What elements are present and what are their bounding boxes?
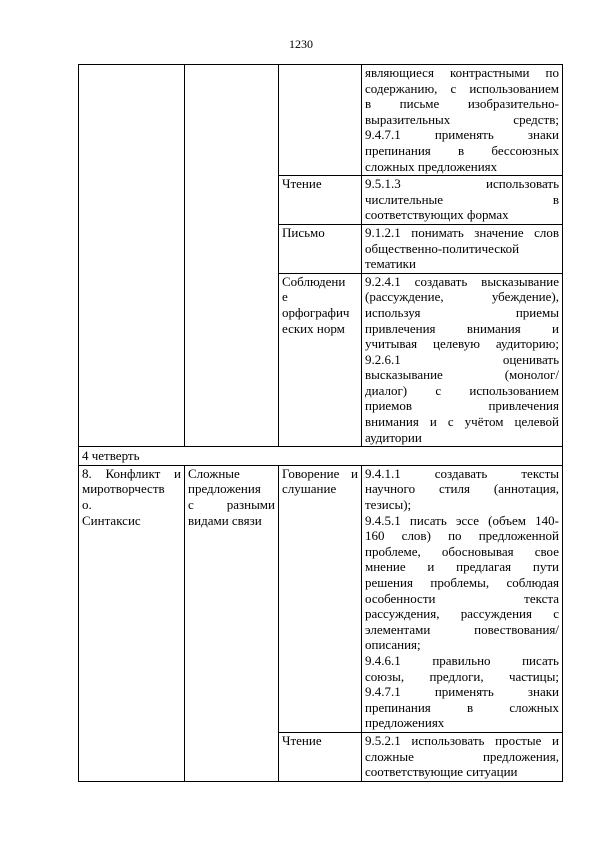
table-row [79, 65, 563, 176]
cell-text-line: научного стиля (аннотация, [365, 481, 559, 497]
cell-text-line: предложения [188, 481, 261, 497]
cell-text-line: орфографич [282, 304, 350, 320]
cell-text-line: с разными [188, 497, 275, 513]
cell-text-line: Сложные [188, 465, 240, 481]
skill-cell [279, 65, 362, 176]
cell-text-line: 9.5.1.3 использовать [365, 176, 559, 192]
objectives-cell [362, 465, 563, 732]
cell-text-line: аудитории [365, 429, 422, 445]
cell-text-line: Письмо [282, 224, 325, 240]
cell-text-line: мнение и предлагая пути [365, 559, 559, 575]
cell-text-line: Чтение [282, 732, 322, 748]
cell-text-line: 9.1.2.1 понимать значение слов [365, 224, 559, 240]
cell-text-line: Чтение [282, 176, 322, 192]
cell-text-line: 9.4.1.1 создавать тексты [365, 465, 559, 481]
cell-text-line: высказывание (монолог/ [365, 367, 559, 383]
cell-text-line: привлечения внимания и [365, 320, 559, 336]
cell-text-line: проблеме, обосновывая свое [365, 543, 559, 559]
cell-text-line: препинания в сложных [365, 699, 559, 715]
skill-cell [279, 273, 362, 447]
objectives-cell [362, 273, 563, 447]
cell-text-line: слушание [282, 481, 337, 497]
cell-text-line: 9.2.4.1 создавать высказывание [365, 273, 559, 289]
cell-text-line: сложные предложения, [365, 748, 559, 764]
cell-text-line: препинания в бессоюзных [365, 142, 559, 158]
cell-text-line: 9.4.7.1 применять знаки [365, 127, 559, 143]
cell-text-line: 9.4.5.1 писать эссе (объем 140- [365, 512, 559, 528]
page-number: 1230 [289, 37, 313, 51]
cell-text-line: рассуждения, рассуждения с [365, 606, 559, 622]
skill-cell [279, 224, 362, 273]
cell-text-line: приемов привлечения [365, 398, 559, 414]
objectives-cell [362, 732, 563, 781]
cell-text-line: особенности текста [365, 590, 559, 606]
skill-cell [279, 732, 362, 781]
cell-text-line: описания; [365, 637, 421, 653]
cell-text-line: Говорение и [282, 465, 358, 481]
cell-text-line: 9.4.6.1 правильно писать [365, 652, 559, 668]
cell-text-line: решения проблемы, соблюдая [365, 575, 559, 590]
cell-text-line: Соблюдени [282, 273, 346, 289]
cell-text-line: выразительных средств; [365, 111, 559, 127]
topic-cell [185, 65, 279, 447]
unit-cell [79, 465, 185, 781]
skill-cell [279, 465, 362, 732]
cell-text-line: видами связи [188, 512, 262, 528]
cell-text-line: являющиеся контрастными по [365, 65, 559, 80]
cell-text-line: 9.4.7.1 применять знаки [365, 684, 559, 700]
cell-text-line: 9.2.6.1 оценивать [365, 351, 559, 367]
quarter-row [79, 447, 563, 466]
cell-text-line: учитывая целевую аудиторию; [365, 336, 559, 352]
table-row [79, 465, 563, 732]
cell-text-line: Синтаксис [82, 512, 141, 528]
cell-text-line: 9.5.2.1 использовать простые и [365, 732, 559, 748]
cell-text-line: содержанию, с использованием [365, 80, 559, 96]
cell-text-line: 8. Конфликт и [82, 465, 181, 481]
cell-text-line: в письме изобразительно- [365, 96, 559, 112]
cell-text-line: е [282, 289, 288, 305]
cell-text-line: элементами повествования/ [365, 621, 559, 637]
topic-cell [185, 465, 279, 781]
objectives-cell [362, 224, 563, 273]
curriculum-table [78, 64, 563, 782]
cell-text-line: 160 слов) по предложенной [365, 528, 559, 544]
cell-text-line: предложениях [365, 715, 445, 731]
cell-text-line: соответствующих формах [365, 207, 509, 223]
cell-text-line: тезисы); [365, 497, 412, 513]
objectives-cell [362, 65, 563, 176]
cell-text-line: тематики [365, 256, 416, 272]
quarter-heading: 4 четверть [79, 447, 563, 466]
cell-text-line: еских норм [282, 320, 345, 336]
cell-text-line: союзы, предлоги, частицы; [365, 668, 559, 684]
cell-text-line: (рассуждение, убеждение), [365, 289, 559, 305]
cell-text-line: общественно-политической [365, 240, 520, 256]
cell-text-line: сложных предложениях [365, 158, 498, 174]
cell-text-line: миротворчеств [82, 481, 165, 497]
cell-text-line: числительные в [365, 191, 559, 207]
objectives-cell [362, 176, 563, 225]
cell-text-line: о. [82, 497, 92, 513]
cell-text-line: соответствующие ситуации [365, 764, 518, 780]
unit-cell [79, 65, 185, 447]
cell-text-line: диалог) с использованием [365, 382, 559, 398]
cell-text-line: внимания и с учётом целевой [365, 414, 559, 430]
cell-text-line: используя приемы [365, 304, 559, 320]
skill-cell [279, 176, 362, 225]
